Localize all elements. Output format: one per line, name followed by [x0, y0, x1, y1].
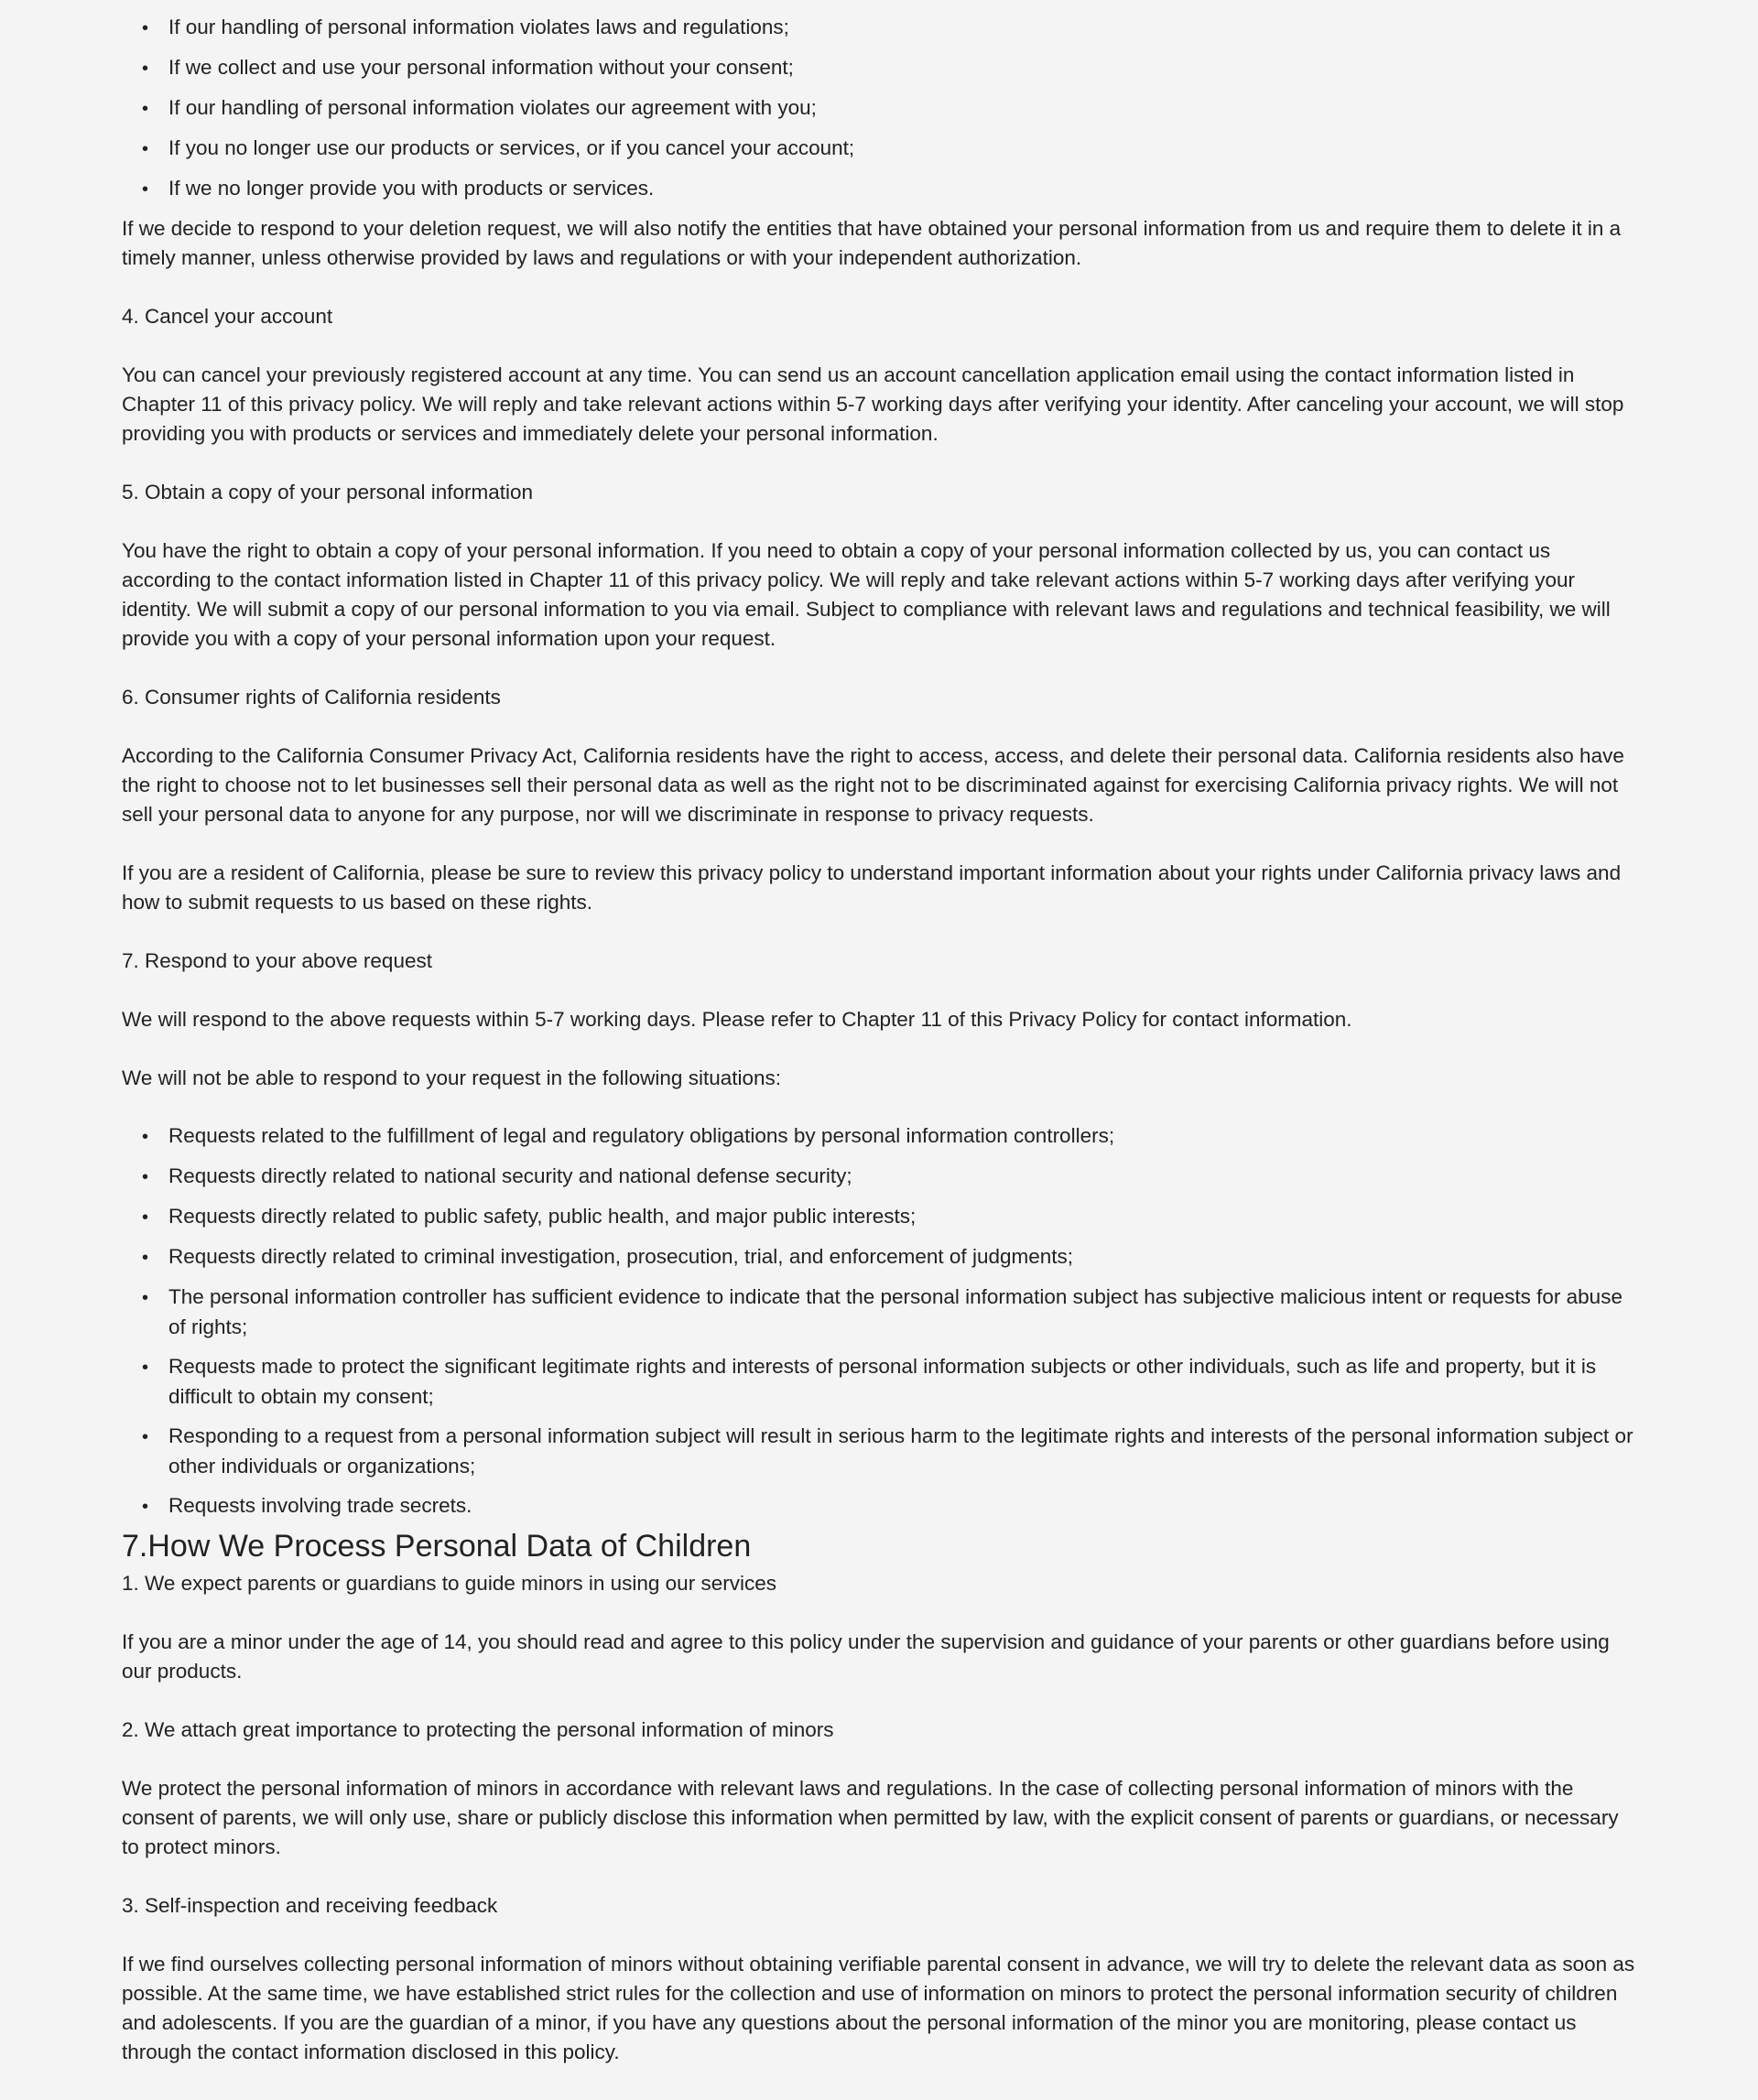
- list-item: • If we collect and use your personal information without your consent;: [142, 53, 1637, 83]
- request-exceptions-list: [142, 1121, 1637, 1521]
- list-item: • Requests directly related to public safety, public health, and major public interests;: [142, 1202, 1637, 1232]
- children-feedback-paragraph: If we find ourselves collecting personal information of minors without obtaining verifiable parental consent in advance, we will try to delete the relevant data as soon as possible. At the same time, we have established strict rules for the collection and use of information on minors to protect the personal information security of children and adolescents. If you are the guardian of a minor, if you have any questions about the personal information of the minor you are monitoring, please contact us through the contact information disclosed in this policy.: [122, 1953, 1635, 2063]
- california-rights-paragraph: According to the California Consumer Privacy Act, California residents have the right to access, access, and delete their personal data. California residents also have the right to choose not to let businesses sell their personal data as well as the right not to be discriminated against for exercising California privacy rights. We will not sell your personal data to anyone for any purpose, nor will we discriminate in response to privacy requests.: [122, 744, 1624, 826]
- respond-request-heading: 7. Respond to your above request: [122, 949, 432, 972]
- obtain-copy-paragraph: You have the right to obtain a copy of your personal information. If you need to obtain a copy of your personal information collected by us, you can contact us according to the contact information listed in Chapter 11 of this privacy policy. We will reply and take relevant actions within 5-7 working days after verifying your identity. We will submit a copy of our personal information to you via email. Subject to compliance with relevant laws and regulations and technical feasibility, we will provide you with a copy of your personal information upon your request.: [122, 539, 1611, 650]
- children-section-title: 7.How We Process Personal Data of Children: [122, 1529, 752, 1564]
- list-item: • Responding to a request from a personal information subject will result in serious harm to the legitimate rights and interests of the personal information subject or other individuals or organizations;: [142, 1422, 1637, 1481]
- respond-exceptions-intro: We will not be able to respond to your request in the following situations:: [122, 1066, 781, 1089]
- children-guidance-heading: 1. We expect parents or guardians to guide minors in using our services: [122, 1572, 776, 1595]
- list-item: • If our handling of personal information violates our agreement with you;: [142, 93, 1637, 124]
- privacy-policy-content: [122, 13, 1637, 2096]
- obtain-copy-heading: 5. Obtain a copy of your personal information: [122, 481, 534, 503]
- cancel-account-paragraph: You can cancel your previously registered account at any time. You can send us an account cancellation application email using the contact information listed in Chapter 11 of this privacy policy. We will reply and take relevant actions within 5-7 working days after verifying your identity. After canceling your account, we will stop providing you with products or services and immediately delete your personal information.: [122, 363, 1624, 445]
- list-item: • If you no longer use our products or services, or if you cancel your account;: [142, 134, 1637, 164]
- cancel-account-heading: 4. Cancel your account: [122, 305, 333, 328]
- list-item: • The personal information controller has sufficient evidence to indicate that the personal information subject has subjective malicious intent or requests for abuse of rights;: [142, 1283, 1637, 1342]
- deletion-conditions-list: [142, 13, 1637, 204]
- list-item: • Requests involving trade secrets.: [142, 1491, 1637, 1521]
- list-item: • If our handling of personal information violates laws and regulations;: [142, 13, 1637, 43]
- children-protection-paragraph: We protect the personal information of minors in accordance with relevant laws and regulations. In the case of collecting personal information of minors with the consent of parents, we will only use, share or publicly disclose this information when permitted by law, with the explicit consent of parents or guardians, or necessary to protect minors.: [122, 1777, 1619, 1858]
- list-item: • Requests related to the fulfillment of legal and regulatory obligations by personal information controllers;: [142, 1121, 1637, 1152]
- children-feedback-heading: 3. Self-inspection and receiving feedback: [122, 1894, 498, 1917]
- list-item: • Requests directly related to national security and national defense security;: [142, 1162, 1637, 1192]
- california-review-paragraph: If you are a resident of California, please be sure to review this privacy policy to understand important information about your rights under California privacy laws and how to submit requests to us based on these rights.: [122, 861, 1622, 914]
- children-protection-heading: 2. We attach great importance to protecting the personal information of minors: [122, 1718, 834, 1741]
- children-guidance-paragraph: If you are a minor under the age of 14, you should read and agree to this policy under the supervision and guidance of your parents or other guardians before using our products.: [122, 1630, 1610, 1683]
- deletion-notice-paragraph: If we decide to respond to your deletion request, we will also notify the entities that have obtained your personal information from us and require them to delete it in a timely manner, unless otherwise provided by laws and regulations or with your independent authorization.: [122, 217, 1622, 269]
- list-item: • Requests directly related to criminal investigation, prosecution, trial, and enforcement of judgments;: [142, 1242, 1637, 1272]
- list-item: • If we no longer provide you with products or services.: [142, 174, 1637, 204]
- list-item: • Requests made to protect the significant legitimate rights and interests of personal information subjects or other individuals, such as life and property, but it is difficult to obtain my consent;: [142, 1352, 1637, 1412]
- california-rights-heading: 6. Consumer rights of California residents: [122, 686, 501, 709]
- respond-timeline-paragraph: We will respond to the above requests within 5-7 working days. Please refer to Chapter 11 of this Privacy Policy for contact information.: [122, 1008, 1352, 1031]
